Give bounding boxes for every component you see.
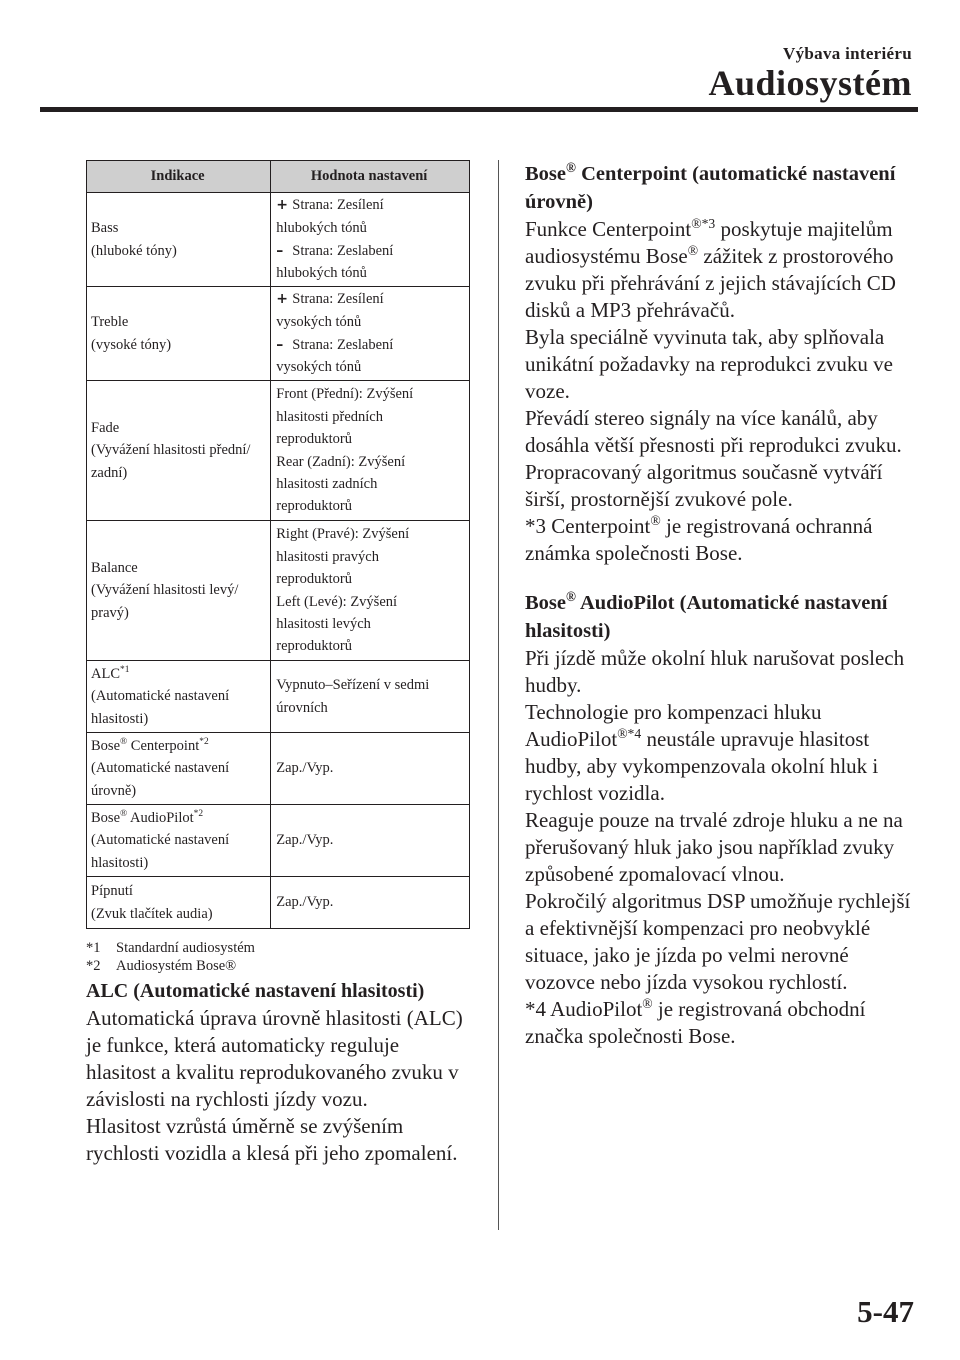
setting-description: (Vyvážení hlasitosti levý/ pravý) bbox=[91, 582, 239, 621]
centerpoint-trademark-note: *3 Centerpoint® je registrovaná ochranná známka společnosti Bose. bbox=[525, 513, 873, 565]
plus-icon: + bbox=[276, 291, 288, 308]
setting-name: Bose bbox=[91, 809, 120, 826]
setting-description: (Vyvážení hlasitosti přední/ zadní) bbox=[91, 442, 251, 481]
footnote-text: Audiosystém Bose® bbox=[116, 958, 237, 974]
centerpoint-paragraph: Funkce Centerpoint$^{®*3}$ poskytuje majitelům audiosystému Bose® zážitek z prostorového zvuku při přehrávání z jejich stávajících CD disků a MP3 přehrávačů. bbox=[525, 216, 896, 322]
registered-mark: ® bbox=[120, 736, 128, 747]
table-row bbox=[87, 381, 470, 521]
centerpoint-paragraph: Propracovaný algoritmus současně vytváří širší, prostornější zvukové pole. bbox=[525, 460, 883, 511]
setting-value-line bbox=[276, 194, 463, 217]
audiopilot-paragraph: Při jízdě může okolní hluk narušovat poslech hudby. bbox=[525, 646, 905, 697]
setting-name: Fade bbox=[91, 419, 120, 436]
setting-values bbox=[271, 287, 470, 381]
settings-table-body bbox=[87, 193, 470, 929]
chapter-label: Výbava interiéru bbox=[783, 44, 912, 63]
setting-value-line bbox=[276, 311, 463, 333]
setting-value-line bbox=[276, 217, 463, 239]
setting-indication bbox=[87, 805, 271, 877]
setting-values bbox=[271, 877, 470, 929]
audiopilot-paragraph: Technologie pro kompenzaci hluku AudioPilot$^{®*4}$ neustále upravuje hlasitost hudby, aby vykompenzovala okolní hluk i rychlost vozidla. bbox=[525, 700, 879, 805]
settings-table bbox=[86, 160, 470, 929]
setting-value-text: Zap./Vyp. bbox=[276, 832, 334, 849]
setting-value-text: Strana: Zeslabení bbox=[292, 242, 394, 259]
footnote-ref: *2 bbox=[199, 736, 209, 747]
section-gap bbox=[525, 567, 915, 589]
setting-name: Bass bbox=[91, 220, 119, 237]
setting-value-text: Strana: Zeslabení bbox=[292, 336, 394, 353]
setting-values bbox=[271, 805, 470, 877]
setting-indication bbox=[87, 733, 271, 805]
table-row bbox=[87, 805, 470, 877]
footnote-ref: *1 bbox=[120, 664, 130, 675]
column-divider bbox=[498, 160, 499, 1230]
setting-value-text: úrovních bbox=[276, 699, 328, 716]
setting-values bbox=[271, 381, 470, 521]
footnote bbox=[86, 957, 472, 975]
setting-description: (hluboké tóny) bbox=[91, 242, 177, 259]
setting-value-line bbox=[276, 383, 463, 405]
setting-value-line bbox=[276, 428, 463, 450]
setting-value-text: Zap./Vyp. bbox=[276, 760, 334, 777]
left-column bbox=[86, 160, 472, 1167]
setting-value-line bbox=[276, 334, 463, 357]
setting-value-text: reproduktorů bbox=[276, 498, 352, 515]
setting-value-line bbox=[276, 674, 463, 696]
footnote-ref: *2 bbox=[193, 808, 204, 819]
setting-indication bbox=[87, 877, 271, 929]
setting-description: (Automatické nastavení hlasitosti) bbox=[91, 688, 230, 727]
centerpoint-heading: Bose® Centerpoint (automatické nastavení úrovně) bbox=[525, 160, 896, 213]
audiopilot-paragraph: Reaguje pouze na trvalé zdroje hluku a ne na přerušovaný hluk jako jsou například zvuky způsobené zpomalovací vlnou. bbox=[525, 808, 903, 886]
alc-paragraph: Hlasitost vzrůstá úměrně se zvýšením rychlosti vozidla a klesá při jeho zpomalení. bbox=[86, 1114, 458, 1165]
setting-name-suffix: Centerpoint bbox=[127, 737, 200, 754]
footnote-mark: *1 bbox=[86, 940, 101, 956]
setting-values bbox=[271, 661, 470, 733]
setting-value-text: hlasitosti pravých bbox=[276, 548, 379, 565]
audiopilot-heading: Bose® AudioPilot (Automatické nastavení hlasitosti) bbox=[525, 589, 888, 642]
footnotes bbox=[86, 939, 472, 975]
setting-value-text: hlubokých tónů bbox=[276, 265, 367, 282]
setting-value-text: Left (Levé): Zvýšení bbox=[276, 593, 398, 610]
setting-value-line bbox=[276, 568, 463, 590]
page-number: 5-47 bbox=[857, 1294, 914, 1329]
setting-value-text: Front (Přední): Zvýšení bbox=[276, 386, 414, 403]
setting-name: ALC bbox=[91, 665, 120, 682]
setting-value-line bbox=[276, 697, 463, 719]
setting-value-text: reproduktorů bbox=[276, 431, 352, 448]
alc-heading: ALC (Automatické nastavení hlasitosti) bbox=[86, 980, 425, 1002]
setting-name: Bose bbox=[91, 737, 120, 754]
page-title: Audiosystém bbox=[708, 63, 912, 103]
audiopilot-trademark-note: *4 AudioPilot® je registrovaná obchodní značka společnosti Bose. bbox=[525, 996, 866, 1048]
table-row bbox=[87, 733, 470, 805]
setting-value-text: Strana: Zesílení bbox=[292, 291, 384, 308]
setting-indication bbox=[87, 193, 271, 287]
setting-value-line bbox=[276, 546, 463, 568]
table-header-row bbox=[87, 161, 470, 193]
audiopilot-paragraph: Pokročilý algoritmus DSP umožňuje rychlejší a efektivnější kompenzaci pro neobvyklé situace, jako je jízda po velmi nerovné vozovce nebo jízda vysokou rychlostí. bbox=[525, 889, 911, 994]
header-indikace: Indikace bbox=[87, 161, 271, 193]
setting-value-line bbox=[276, 757, 463, 779]
setting-value-text: vysokých tónů bbox=[276, 359, 362, 376]
setting-value-text: Rear (Zadní): Zvýšení bbox=[276, 453, 406, 470]
setting-description: (Automatické nastavení úrovně) bbox=[91, 760, 230, 799]
setting-value-text: hlasitosti levých bbox=[276, 615, 371, 632]
centerpoint-paragraph: Byla speciálně vyvinuta tak, aby splňovala unikátní požadavky na reprodukci zvuku ve voze. bbox=[525, 325, 893, 403]
minus-icon: – bbox=[276, 242, 284, 259]
table-row bbox=[87, 287, 470, 381]
setting-value-text: hlasitosti zadních bbox=[276, 475, 378, 492]
setting-value-line bbox=[276, 495, 463, 517]
setting-values bbox=[271, 521, 470, 661]
setting-value-text: Right (Pravé): Zvýšení bbox=[276, 526, 410, 543]
setting-indication bbox=[87, 381, 271, 521]
setting-value-line bbox=[276, 613, 463, 635]
setting-value-line bbox=[276, 829, 463, 851]
setting-value-line bbox=[276, 635, 463, 657]
setting-value-text: reproduktorů bbox=[276, 571, 352, 588]
header-rule bbox=[40, 107, 918, 112]
setting-values bbox=[271, 733, 470, 805]
setting-value-line bbox=[276, 473, 463, 495]
header-hodnota: Hodnota nastavení bbox=[271, 161, 470, 193]
setting-indication bbox=[87, 521, 271, 661]
centerpoint-paragraph: Převádí stereo signály na více kanálů, aby dosáhla větší přesnosti při reprodukci zvuku. bbox=[525, 406, 902, 457]
setting-indication bbox=[87, 661, 271, 733]
setting-description: (vysoké tóny) bbox=[91, 336, 172, 353]
setting-indication bbox=[87, 287, 271, 381]
setting-description: (Zvuk tlačítek audia) bbox=[91, 905, 213, 922]
setting-value-line bbox=[276, 523, 463, 545]
setting-value-text: hlubokých tónů bbox=[276, 220, 367, 237]
setting-value-line bbox=[276, 356, 463, 378]
setting-value-line bbox=[276, 591, 463, 613]
minus-icon: – bbox=[276, 336, 284, 353]
setting-description: (Automatické nastavení hlasitosti) bbox=[91, 832, 230, 871]
setting-value-text: Zap./Vyp. bbox=[276, 894, 334, 911]
table-row bbox=[87, 193, 470, 287]
setting-value-line bbox=[276, 406, 463, 428]
setting-value-text: hlasitosti předních bbox=[276, 408, 383, 425]
setting-value-line bbox=[276, 288, 463, 311]
setting-value-line bbox=[276, 891, 463, 913]
footnote bbox=[86, 939, 472, 957]
setting-value-text: vysokých tónů bbox=[276, 314, 362, 331]
plus-icon: + bbox=[276, 197, 288, 214]
registered-mark: ® bbox=[120, 808, 128, 819]
footnote-text: Standardní audiosystém bbox=[116, 940, 255, 956]
setting-name: Treble bbox=[91, 314, 129, 331]
table-row bbox=[87, 521, 470, 661]
setting-value-text: Vypnuto–Seřízení v sedmi bbox=[276, 677, 430, 694]
table-row bbox=[87, 661, 470, 733]
setting-name: Pípnutí bbox=[91, 883, 133, 900]
setting-value-text: Strana: Zesílení bbox=[292, 197, 384, 214]
setting-value-text: reproduktorů bbox=[276, 638, 352, 655]
setting-values bbox=[271, 193, 470, 287]
setting-value-line bbox=[276, 451, 463, 473]
setting-value-line bbox=[276, 262, 463, 284]
setting-value-line bbox=[276, 240, 463, 263]
right-column bbox=[525, 160, 915, 1050]
footnote-mark: *2 bbox=[86, 958, 101, 974]
setting-name-suffix: AudioPilot bbox=[127, 809, 194, 826]
alc-paragraph: Automatická úprava úrovně hlasitosti (ALC) je funkce, která automaticky reguluje hlasitost a kvalitu reprodukovaného zvuku v závislosti na rychlosti jízdy vozu. bbox=[86, 1006, 463, 1111]
table-row bbox=[87, 877, 470, 929]
setting-name: Balance bbox=[91, 559, 138, 576]
